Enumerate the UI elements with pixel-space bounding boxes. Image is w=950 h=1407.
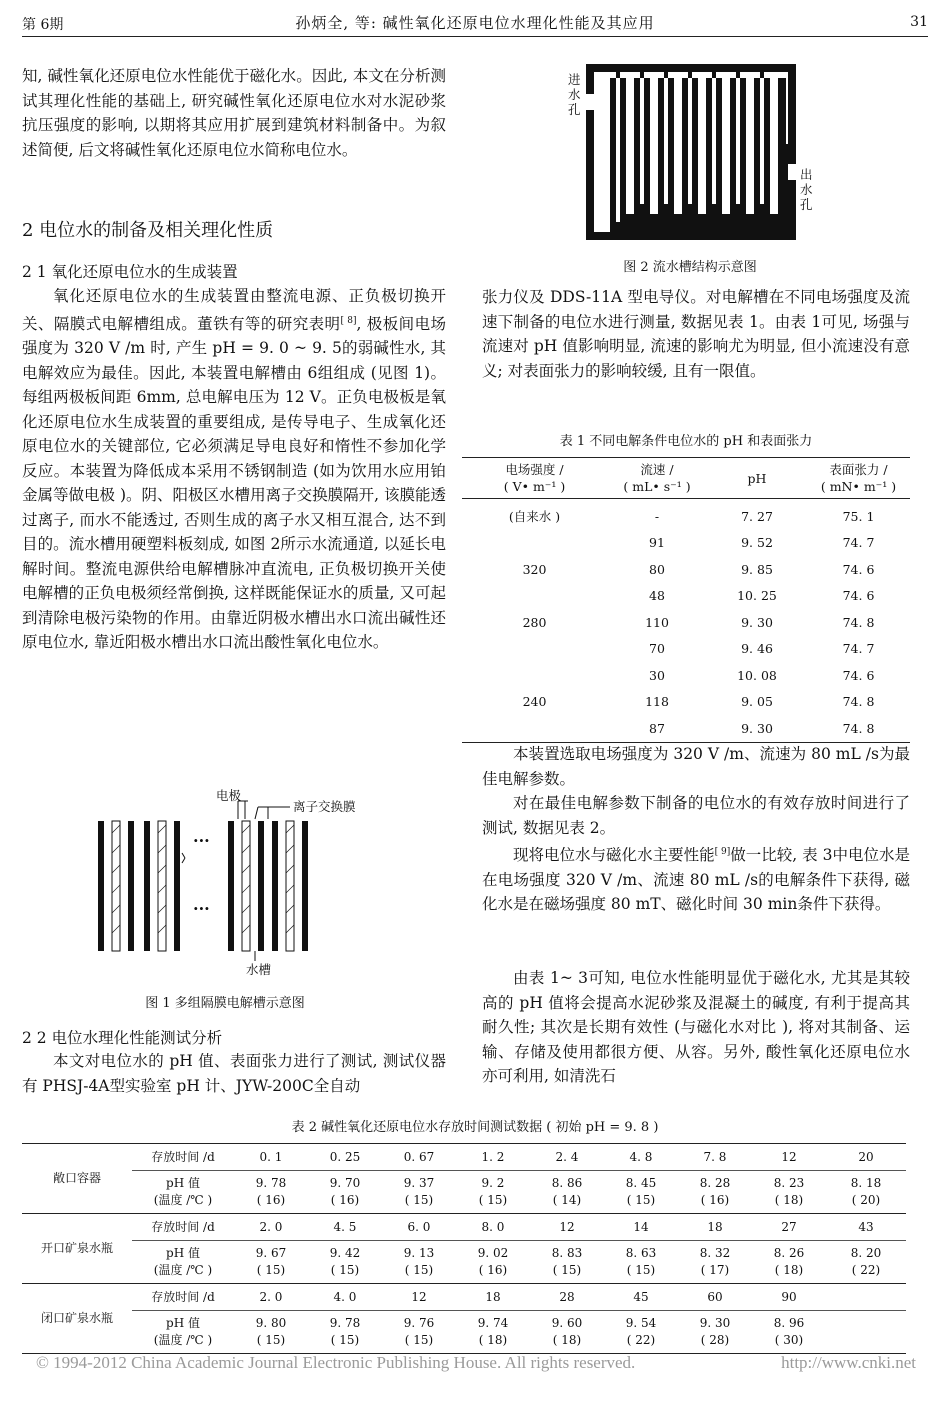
device-paragraph-b: , 极板间电场强度为 320 V /m 时, 产生 pH = 9. 0 ~ 9. 5的弱碱性水, 其电解效应为最佳。因此, 本装置电解槽由 6组组成 (见图 1)。每组两极板间距 6mm, 总电解电压为 12 V。正负电极板是氧化还原电位水生成装置的重要组成, 是传导电子、生成氧化还原电位水的关键部位, 它必须满足导电良好和惰性不参加化学反应。本装置为降低成本采用不锈钢制造 (如为饮用水应用铂金属等做电极 )。阴、阳极区水槽用离子交换膜隔开, 该膜能透过离子, 而水不能透过, 否则生成的离子水又相互混合, 达不到目的。流水槽用硬塑料板刻成, 如图 2所示水流通道, 以延长电解时间。整流电源供给电解槽脉冲直流电, 正负极切换开关使电解槽的正负电极须经常倒换, 这样既能保证水的质量, 又可起到清除电极污染物的作用。由靠近阴极水槽出水口流出碱性还原电位水, 靠近阳极水槽出水口流出酸性氧化电位水。 [22, 314, 447, 652]
table-row: 280 110 9. 30 74. 8 [522, 614, 875, 630]
page-number: 31 [910, 14, 928, 30]
section-heading-2: 2 电位水的制备及相关理化性质 [22, 220, 274, 241]
fig2-inlet-char-3: 孔 [568, 102, 581, 117]
copyright-text: © 1994-2012 China Academic Journal Electronic Publishing House. All rights reserved. [36, 1353, 636, 1372]
t2-group-label: 开口矿泉水瓶 [22, 1214, 132, 1284]
t1-header-ph: pH [707, 458, 807, 499]
cnki-url: http://www.cnki.net [781, 1353, 916, 1372]
fig2-outlet-label [800, 167, 814, 212]
copyright-footer [36, 1353, 916, 1373]
fig2-outlet-char-2: 水 [800, 182, 813, 197]
running-title: 孙炳全, 等: 碱性氧化还原电位水理化性能及其应用 [295, 14, 655, 32]
comparison-paragraph-a: 现将电位水与磁化水主要性能 [513, 846, 715, 865]
fig2-inlet-label [568, 72, 582, 117]
t1-header-field: 电场强度 / ( V• m⁻¹ ) [462, 458, 607, 499]
table-row: 开口矿泉水瓶 存放时间 /d 2. 0 4. 5 6. 0 8. 0 12 14 18 27 43 [22, 1214, 906, 1241]
conclusion-paragraph: 由表 1~ 3可知, 电位水性能明显优于磁化水, 尤其是其较高的 pH 值将会提高水泥砂浆及混凝土的碱度, 有利于提高其耐久性; 其次是长期有效性 (与磁化水对比 ), 将对其制备、运输、存储及使用都很方便、从容。另外, 酸性氧化还原电位水亦可利用, 如清洗石 [482, 969, 910, 1085]
figure-2-caption: 图 2 流水槽结构示意图 [623, 260, 757, 275]
table-row: 48 10. 25 74. 6 [649, 588, 875, 604]
measurement-paragraph: 张力仪及 DDS-11A 型电导仪。对电解槽在不同电场强度及流速下制备的电位水进行测量, 数据见表 1。由表 1可见, 场强与流速对 pH 值影响明显, 流速的影响尤为明显, 但小流速没有意义; 对表面张力的影响较缓, 且有一限值。 [482, 288, 910, 380]
table-row: pH 值 (温度 /℃ ) 9. 67 ( 15) 9. 42 ( 15) 9. 13 ( 15) 9. 02 ( 16) 8. 83 ( 15) 8. 63 ( 15) 8. 32 ( 17) 8. 26 ( 18) 8. 20 ( 22) [22, 1241, 906, 1284]
fig1-ellipsis-bottom: ··· [193, 899, 210, 918]
fig1-ellipsis-top: ··· [193, 831, 210, 850]
table-row: 91 9. 52 74. 7 [649, 535, 875, 551]
table-1-title: 表 1 不同电解条件电位水的 pH 和表面张力 [559, 434, 813, 449]
device-paragraph-a: 氧化还原电位水的生成装置由整流电源、正负极切换开关、隔膜式电解槽组成。董铁有等的研究表明 [22, 287, 446, 333]
device-paragraph [22, 284, 446, 655]
optimal-params-paragraph: 本装置选取电场强度为 320 V /m、流速为 80 mL /s为最佳电解参数。 [482, 745, 910, 788]
fig1-tank-label: 水槽 [246, 962, 272, 977]
t1-header-tension: 表面张力 / ( mN• m⁻¹ ) [807, 458, 910, 499]
table-row: 87 9. 30 74. 8 [649, 720, 875, 736]
fig2-outlet-char-3: 孔 [800, 197, 813, 212]
table-row: 敞口容器 存放时间 /d 0. 1 0. 25 0. 67 1. 2 2. 4 4. 8 7. 8 12 20 [22, 1144, 906, 1171]
citation-ref-8: [ 8] [340, 315, 357, 326]
table-row: 320 80 9. 85 74. 6 [522, 561, 875, 577]
table-row: pH 值 (温度 /℃ ) 9. 80 ( 15) 9. 78 ( 15) 9. 76 ( 15) 9. 74 ( 18) 9. 60 ( 18) 9. 54 ( 22) 9. 30 ( 28) 8. 96 ( 30) [153, 1316, 805, 1347]
t2-group-label: 敞口容器 [22, 1144, 132, 1214]
issue-number: 第 6期 [22, 17, 64, 33]
figure-1-caption: 图 1 多组隔膜电解槽示意图 [145, 996, 305, 1011]
running-header [22, 10, 928, 37]
storage-paragraph: 对在最佳电解参数下制备的电位水的有效存放时间进行了测试, 数据见表 2。 [482, 794, 910, 837]
t1-header-speed: 流速 / ( mL• s⁻¹ ) [607, 458, 707, 499]
t2-group-label: 闭口矿泉水瓶 [40, 1311, 113, 1325]
fig1-electrode-label: 电极 [216, 788, 242, 803]
fig2-inlet-char-2: 水 [568, 87, 581, 102]
figure-2-diagram [586, 64, 796, 240]
intro-paragraph: 知, 碱性氧化还原电位水性能优于磁化水。因此, 本文在分析测试其理化性能的基础上, 研究碱性氧化还原电位水对水泥砂浆抗压强度的影响, 以期将其应用扩展到建筑材料制备中。为叙述简便, 后文将碱性氧化还原电位水简称电位水。 [22, 67, 446, 159]
table-row: 闭口矿泉水瓶 存放时间 /d 2. 0 4. 0 12 18 28 45 60 90 [22, 1284, 906, 1311]
fig2-inlet-char-1: 进 [568, 72, 581, 87]
test-paragraph: 本文对电位水的 pH 值、表面张力进行了测试, 测试仪器有 PHSJ-4A型实验室 pH 计、JYW-200C全自动 [22, 1052, 446, 1095]
table-2 [22, 1143, 906, 1354]
table-1 [462, 457, 910, 743]
table-row: pH 值 (温度 /℃ ) 9. 78 ( 16) 9. 70 ( 16) 9. 37 ( 15) 9. 2 ( 15) 8. 86 ( 14) 8. 45 ( 15) 8. 28 ( 16) 8. 23 ( 18) 8. 18 ( 20) [22, 1171, 906, 1214]
table-row: 70 9. 46 74. 7 [649, 641, 875, 657]
subsection-heading-2-1: 2 1 氧化还原电位水的生成装置 [22, 263, 238, 281]
subsection-heading-2-2: 2 2 电位水理化性能测试分析 [22, 1029, 223, 1047]
comparison-paragraph [482, 840, 910, 917]
fig2-outlet-char-1: 出 [800, 167, 813, 182]
table-row: (自来水 ) - 7. 27 75. 1 [508, 508, 875, 525]
fig1-membrane-label: 离子交换膜 [293, 799, 356, 814]
citation-ref-9: [ 9] [714, 847, 731, 857]
table-row: 30 10. 08 74. 6 [649, 667, 875, 683]
table-2-title: 表 2 碱性氧化还原电位水存放时间测试数据 ( 初始 pH = 9. 8 ) [291, 1120, 659, 1135]
table-row: 240 118 9. 05 74. 8 [522, 694, 875, 710]
comparison-paragraph-b: 做一比较, 表 3中电位水是在电场强度 320 V /m、流速 80 mL /s的电解条件下获得, 磁化水是在磁场强度 80 mT、磁化时间 30 min条件下获得。 [482, 846, 910, 914]
